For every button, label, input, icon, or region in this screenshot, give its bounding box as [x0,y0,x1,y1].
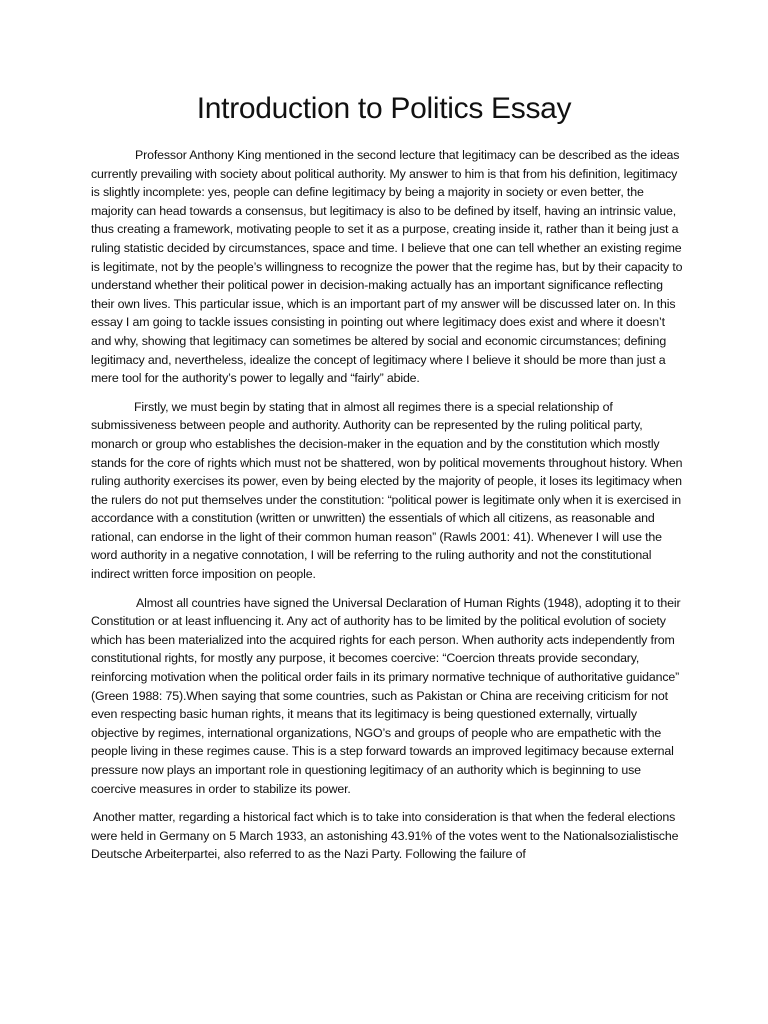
paragraph-human-rights: Almost all countries have signed the Universal Declaration of Human Rights (1948), adopting it to their Constitution or at least influencing it. Any act of authority has to be limited by the political evolution of society which has been materialized into the acquired rights for each person. When authority acts independently from constitutional rights, for mostly any purpose, it becomes coercive: “Coercion threats provide secondary, reinforcing motivation when the political order fails in its primary normative technique of authoritative guidance” (Green 1988: 75).When saying that some countries, such as Pakistan or China are receiving criticism for not even respecting basic human rights, it means that its legitimacy is being questioned externally, virtually objective by regimes, international organizations, NGO’s and groups of people who are empathetic with the people living in these regimes cause. This is a step forward towards an improved legitimacy because external pressure now plays an important role in questioning legitimacy of an authority which is beginning to use coercive measures in order to stabilize its power. [91,595,681,796]
document-body [91,146,683,874]
paragraph-introduction: Professor Anthony King mentioned in the second lecture that legitimacy can be described as the ideas currently prevailing with society about political authority. My answer to him is that from his definition, legitimacy is slightly incomplete: yes, people can define legitimacy by being a majority in society or even better, the majority can head towards a consensus, but legitimacy is also to be defined by itself, having an intrinsic value, thus creating a framework, motivating people to set it as a purpose, creating inside it, rather than it being just a ruling statistic decided by circumstances, space and time. I believe that one can tell whether an existing regime is legitimate, not by the people’s willingness to recognize the power that the regime has, but by their capacity to understand whether their political power in decision-making actually has an important significance reflecting their own lives. This particular issue, which is an important part of my answer will be discussed later on. In this essay I am going to tackle issues consisting in pointing out where legitimacy does exist and where it doesn’t and why, showing that legitimacy can sometimes be altered by social and economic circumstances; defining legitimacy and, nevertheless, idealize the concept of legitimacy where I believe it should be more than just a mere tool for the authority’s power to legally and “fairly” abide. [91,148,683,386]
document-title: Introduction to Politics Essay [196,92,572,125]
paragraph-another-matter: Another matter, regarding a historical fact which is to take into consideration is that when the federal elections were held in Germany on 5 March 1933, an astonishing 43.91% of the votes went to the Nationalsozialistische Deutsche Arbeiterpartei, also referred to as the Nazi Party. Following the failure of [91,810,679,862]
paragraph-firstly: Firstly, we must begin by stating that in almost all regimes there is a special relationship of submissiveness between people and authority. Authority can be represented by the ruling political party, monarch or group who establishes the decision-maker in the equation and by the constitution which mostly stands for the core of rights which must not be shattered, won by political movements throughout history. When ruling authority exercises its power, even by being elected by the majority of people, it loses its legitimacy when the rulers do not put themselves under the constitution: “political power is legitimate only when it is exercised in accordance with a constitution (written or unwritten) the essentials of which all citizens, as reasonable and rational, can endorse in the light of their common human reason” (Rawls 2001: 41). Whenever I will use the word authority in a negative connotation, I will be referring to the ruling authority and not the constitutional indirect written force imposition on people. [91,399,683,582]
